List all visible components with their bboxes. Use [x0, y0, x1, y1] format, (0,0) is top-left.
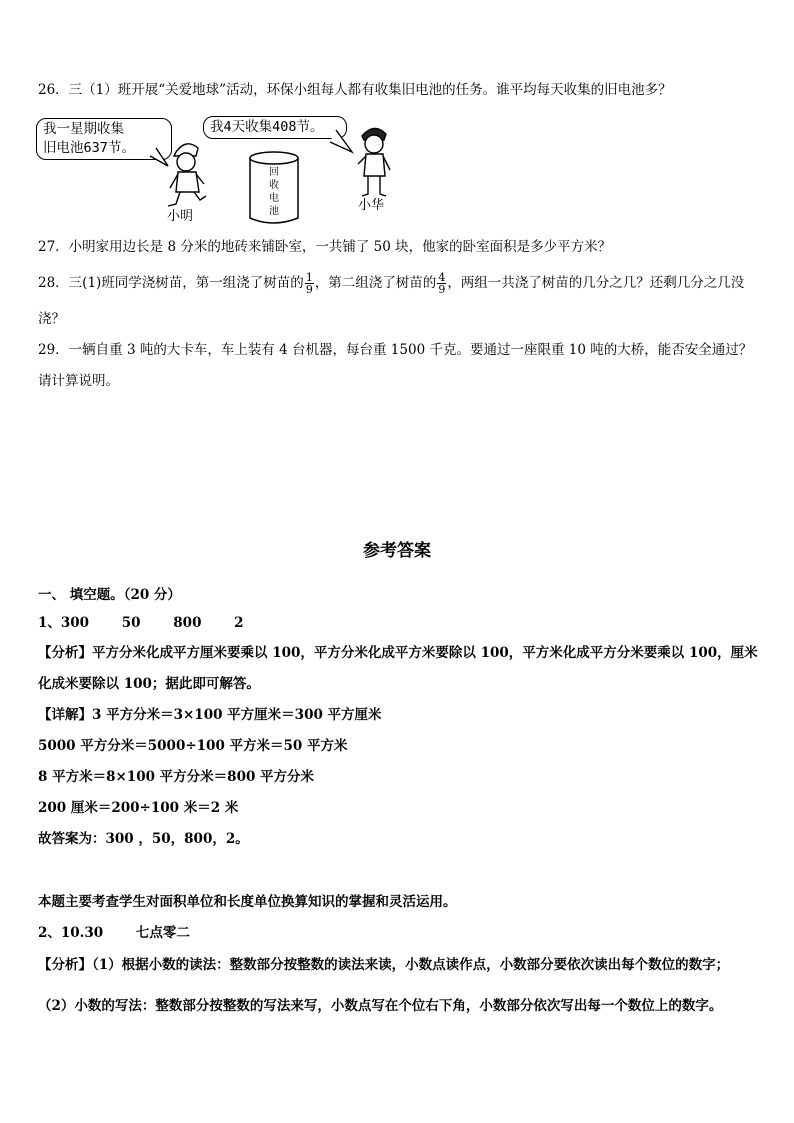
xiaoming-figure — [168, 144, 206, 206]
fraction-four-ninths — [437, 272, 446, 295]
question-28-cont: 浇？ — [38, 311, 65, 327]
answer-2-analysis-cont: （2）小数的写法：整数部分按整数的写法来写，小数点写在个位右下角，小数部分依次写出每一个数位上的数字。 — [38, 998, 723, 1014]
question-27: 27．小明家用边长是 8 分米的地砖来铺卧室，一共铺了 50 块，他家的卧室面积是多少平方米？ — [38, 239, 612, 255]
q28-text-b: ，第二组浇了树苗的 — [314, 275, 437, 291]
answer-2-analysis: 【分析】（1）根据小数的读法：整数部分按整数的读法来读，小数点读作点，小数部分要依次读出每个数位的数字； — [38, 957, 730, 973]
answer-1-analysis: 【分析】平方分米化成平方厘米要乘以 100，平方分米化成平方米要除以 100，平方米化成平方分米要乘以 100，厘米 — [38, 645, 758, 661]
answer-value: 800 — [173, 615, 202, 631]
question-29: 29．一辆自重 3 吨的大卡车，车上装有 4 台机器，每台重 1500 千克。要通过一座限重 10 吨的大桥，能否安全通过？ — [38, 342, 753, 358]
answer-1-detail: 【详解】3 平方分米＝3×100 平方厘米＝300 平方厘米 — [38, 707, 382, 723]
name-xiaohua: 小华 — [358, 198, 385, 213]
question-29-cont: 请计算说明。 — [38, 373, 119, 389]
answer-value: 2、10.30 — [38, 925, 104, 941]
question-28 — [38, 270, 744, 296]
fraction-denominator: 9 — [438, 283, 446, 296]
answer-1-conclusion: 故答案为：300 ，50，800，2。 — [38, 831, 249, 847]
xiaohua-figure — [358, 128, 390, 196]
section-heading: 一、 填空题。（20 分） — [38, 587, 181, 603]
fraction-denominator: 9 — [305, 283, 313, 296]
bubble-text-line: 旧电池637节。 — [43, 140, 135, 156]
bubble-text-line: 我一星期收集 — [43, 121, 124, 137]
fraction-numerator: 4 — [438, 271, 446, 284]
answers-title: 参考答案 — [363, 541, 431, 561]
illustration-drawing — [0, 100, 794, 340]
answer-1-step: 200 厘米＝200÷100 米＝2 米 — [38, 800, 239, 816]
answer-2-values — [38, 923, 190, 943]
q28-text-a: 28．三(1)班同学浇树苗，第一组浇了树苗的 — [38, 275, 304, 291]
answer-value: 2 — [234, 615, 244, 631]
name-xiaoming: 小明 — [167, 209, 194, 224]
answer-value: 1、300 — [38, 615, 90, 631]
bin-label — [268, 166, 280, 218]
answer-1-step: 8 平方米＝8×100 平方分米＝800 平方分米 — [38, 769, 315, 785]
fraction-numerator: 1 — [305, 271, 313, 284]
q28-text-c: ，两组一共浇了树苗的几分之几？还剩几分之几没 — [447, 275, 745, 291]
question-26: 26．三（1）班开展“关爱地球”活动，环保小组每人都有收集旧电池的任务。谁平均每天收集的旧电池多？ — [38, 82, 672, 98]
bin-label-char: 回 — [269, 167, 279, 178]
bubble-text-line: 我4天收集408节。 — [210, 119, 324, 135]
bin-label-char: 池 — [269, 206, 279, 217]
answer-value: 50 — [121, 615, 141, 631]
answer-1-step: 5000 平方分米＝5000÷100 平方米＝50 平方米 — [38, 738, 348, 754]
answer-1-values — [38, 613, 244, 633]
bin-label-char: 电 — [269, 193, 279, 204]
answer-1-analysis-cont: 化成米要除以 100；据此即可解答。 — [38, 676, 260, 692]
fraction-one-ninth — [305, 272, 314, 295]
answer-1-summary: 本题主要考查学生对面积单位和长度单位换算知识的掌握和灵活运用。 — [38, 894, 457, 910]
bin-label-char: 收 — [269, 180, 279, 191]
answer-value: 七点零二 — [135, 925, 190, 941]
